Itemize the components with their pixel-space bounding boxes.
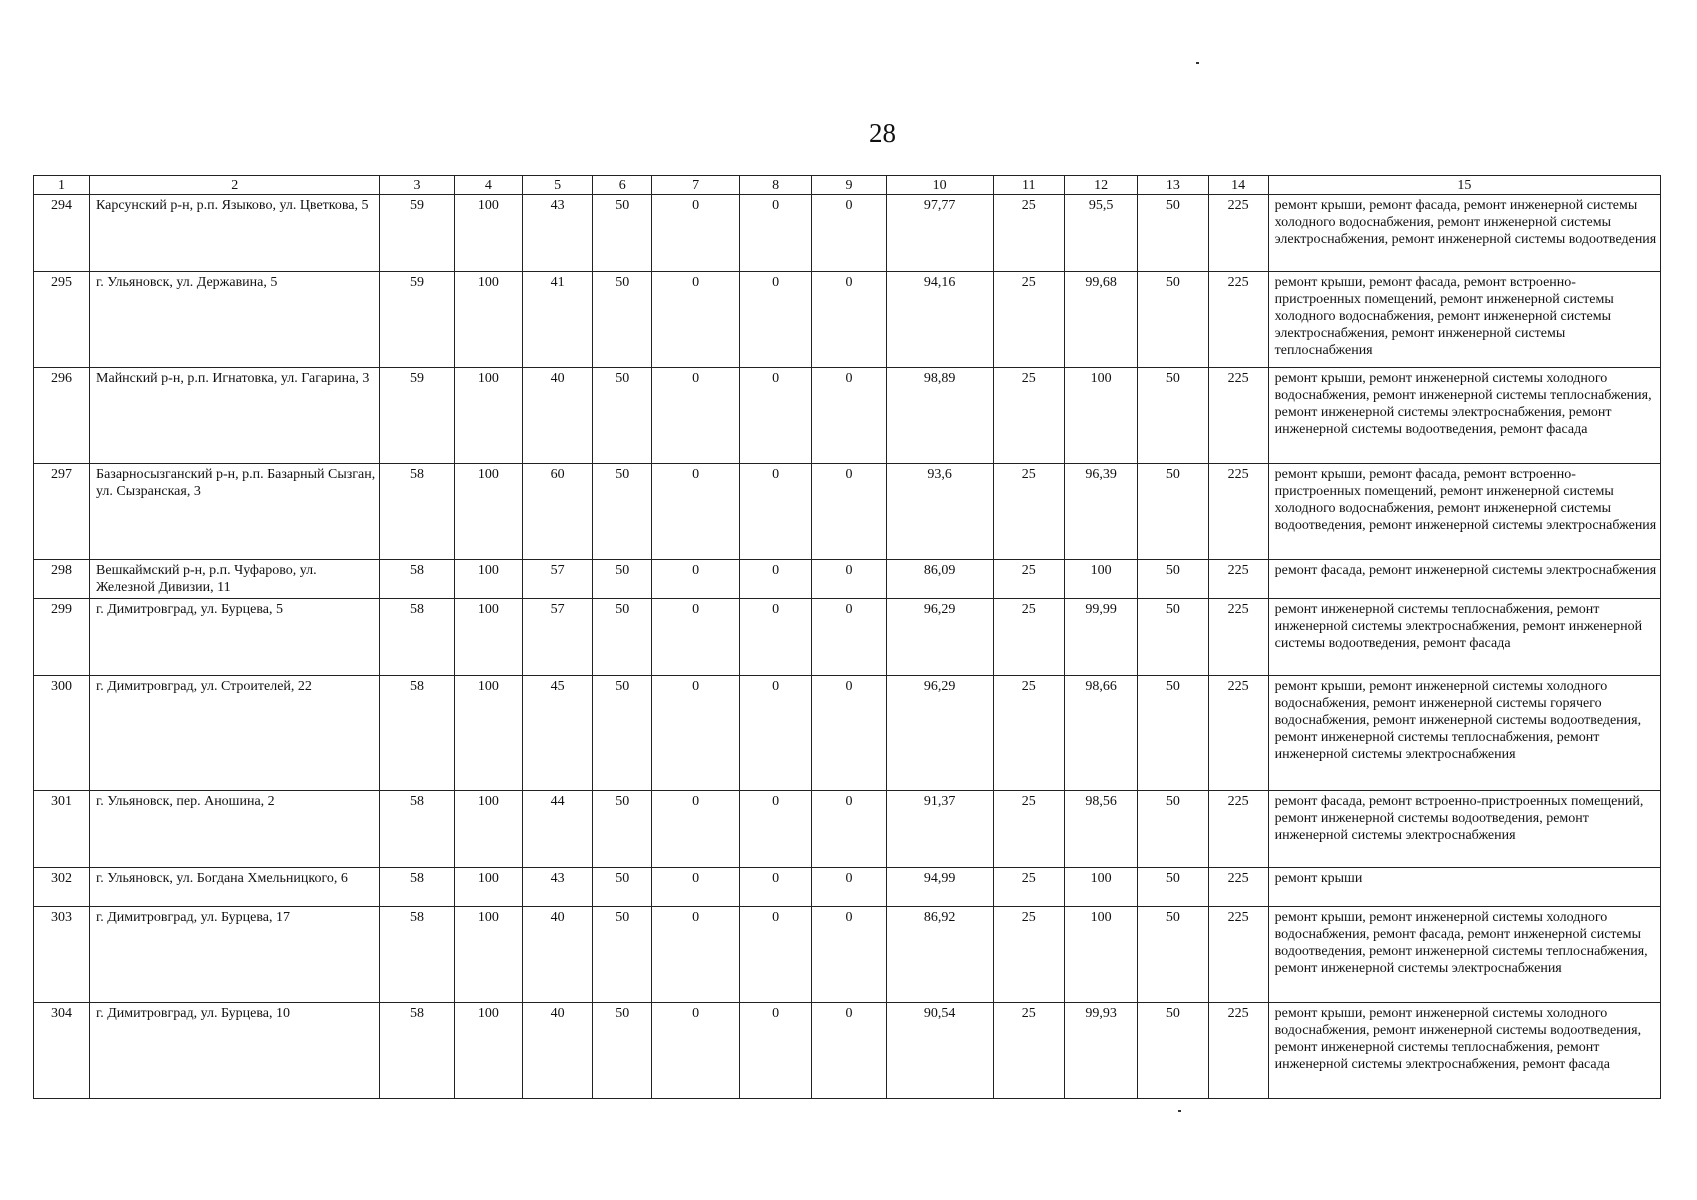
cell-col-11: 25 — [993, 272, 1064, 368]
cell-col-3: 58 — [380, 560, 454, 599]
cell-col-3: 58 — [380, 599, 454, 676]
cell-col-12: 100 — [1064, 868, 1137, 907]
cell-col-6: 50 — [593, 368, 652, 464]
page-number: 28 — [869, 118, 896, 148]
cell-col-4: 100 — [454, 907, 522, 1003]
table-row — [34, 272, 1661, 368]
cell-col-8: 0 — [739, 907, 811, 1003]
header-row — [34, 176, 1661, 195]
cell-col-11: 25 — [993, 868, 1064, 907]
cell-col-5: 43 — [522, 868, 592, 907]
cell-col-11: 25 — [993, 195, 1064, 272]
cell-col-9: 0 — [812, 195, 886, 272]
cell-col-4: 100 — [454, 195, 522, 272]
cell-col-6: 50 — [593, 791, 652, 868]
cell-col-10: 86,92 — [886, 907, 993, 1003]
cell-col-13: 50 — [1138, 791, 1208, 868]
cell-col-10: 96,29 — [886, 676, 993, 791]
cell-address: г. Димитровград, ул. Бурцева, 17 — [90, 907, 380, 1003]
cell-col-5: 57 — [522, 560, 592, 599]
cell-col-4: 100 — [454, 272, 522, 368]
table-row — [34, 868, 1661, 907]
header-cell: 3 — [380, 176, 454, 195]
cell-col-10: 91,37 — [886, 791, 993, 868]
cell-col-8: 0 — [739, 464, 811, 560]
cell-address: Базарносызганский р-н, р.п. Базарный Сызган, ул. Сызранская, 3 — [90, 464, 380, 560]
cell-col-14: 225 — [1208, 368, 1268, 464]
cell-row-number: 298 — [34, 560, 90, 599]
cell-col-5: 57 — [522, 599, 592, 676]
cell-col-11: 25 — [993, 560, 1064, 599]
cell-row-number: 294 — [34, 195, 90, 272]
cell-col-3: 58 — [380, 676, 454, 791]
cell-col-14: 225 — [1208, 464, 1268, 560]
cell-col-6: 50 — [593, 907, 652, 1003]
cell-col-9: 0 — [812, 676, 886, 791]
cell-col-9: 0 — [812, 599, 886, 676]
cell-col-10: 96,29 — [886, 599, 993, 676]
cell-col-10: 98,89 — [886, 368, 993, 464]
cell-col-14: 225 — [1208, 560, 1268, 599]
cell-col-12: 99,68 — [1064, 272, 1137, 368]
cell-col-4: 100 — [454, 560, 522, 599]
cell-works-list: ремонт крыши, ремонт фасада, ремонт встроенно-пристроенных помещений, ремонт инженерной системы холодного водоснабжения, ремонт инженерной системы водоотведения, ремонт инженерной системы электроснабжения — [1268, 464, 1660, 560]
cell-col-11: 25 — [993, 791, 1064, 868]
cell-col-6: 50 — [593, 599, 652, 676]
cell-col-8: 0 — [739, 676, 811, 791]
scan-speck — [1178, 1110, 1181, 1112]
cell-col-5: 40 — [522, 1003, 592, 1099]
cell-col-3: 58 — [380, 868, 454, 907]
header-cell: 5 — [522, 176, 592, 195]
cell-col-8: 0 — [739, 272, 811, 368]
cell-col-9: 0 — [812, 791, 886, 868]
cell-col-14: 225 — [1208, 272, 1268, 368]
cell-col-5: 40 — [522, 907, 592, 1003]
cell-col-8: 0 — [739, 368, 811, 464]
scan-speck — [1196, 62, 1199, 64]
cell-col-9: 0 — [812, 1003, 886, 1099]
header-cell: 14 — [1208, 176, 1268, 195]
header-cell: 9 — [812, 176, 886, 195]
cell-col-8: 0 — [739, 1003, 811, 1099]
cell-address: Карсунский р-н, р.п. Языково, ул. Цветкова, 5 — [90, 195, 380, 272]
cell-works-list: ремонт крыши, ремонт фасада, ремонт инженерной системы холодного водоснабжения, ремонт инженерной системы электроснабжения, ремонт инженерной системы водоотведения — [1268, 195, 1660, 272]
cell-col-7: 0 — [652, 676, 740, 791]
cell-col-14: 225 — [1208, 791, 1268, 868]
cell-col-13: 50 — [1138, 464, 1208, 560]
cell-col-6: 50 — [593, 560, 652, 599]
table-row — [34, 599, 1661, 676]
cell-col-14: 225 — [1208, 599, 1268, 676]
cell-col-4: 100 — [454, 464, 522, 560]
cell-col-7: 0 — [652, 791, 740, 868]
data-table — [33, 175, 1661, 1099]
cell-col-5: 60 — [522, 464, 592, 560]
cell-col-10: 94,16 — [886, 272, 993, 368]
header-cell: 13 — [1138, 176, 1208, 195]
cell-col-12: 98,56 — [1064, 791, 1137, 868]
cell-col-13: 50 — [1138, 907, 1208, 1003]
table-row — [34, 676, 1661, 791]
header-cell: 11 — [993, 176, 1064, 195]
cell-col-14: 225 — [1208, 1003, 1268, 1099]
cell-col-7: 0 — [652, 272, 740, 368]
cell-col-12: 98,66 — [1064, 676, 1137, 791]
cell-works-list: ремонт фасада, ремонт инженерной системы электроснабжения — [1268, 560, 1660, 599]
cell-address: г. Ульяновск, ул. Богдана Хмельницкого, 6 — [90, 868, 380, 907]
cell-col-8: 0 — [739, 868, 811, 907]
cell-col-10: 97,77 — [886, 195, 993, 272]
cell-works-list: ремонт крыши — [1268, 868, 1660, 907]
cell-row-number: 299 — [34, 599, 90, 676]
cell-col-4: 100 — [454, 1003, 522, 1099]
header-cell: 1 — [34, 176, 90, 195]
cell-col-11: 25 — [993, 1003, 1064, 1099]
cell-col-11: 25 — [993, 464, 1064, 560]
cell-col-5: 43 — [522, 195, 592, 272]
cell-col-3: 59 — [380, 272, 454, 368]
cell-col-8: 0 — [739, 599, 811, 676]
table-row — [34, 1003, 1661, 1099]
header-cell: 15 — [1268, 176, 1660, 195]
cell-col-5: 40 — [522, 368, 592, 464]
cell-address: г. Димитровград, ул. Строителей, 22 — [90, 676, 380, 791]
cell-col-13: 50 — [1138, 195, 1208, 272]
cell-col-3: 58 — [380, 464, 454, 560]
cell-works-list: ремонт крыши, ремонт инженерной системы холодного водоснабжения, ремонт фасада, ремонт инженерной системы водоотведения, ремонт инженерной системы теплоснабжения, ремонт инженерной системы электроснабжения — [1268, 907, 1660, 1003]
cell-col-7: 0 — [652, 464, 740, 560]
cell-col-11: 25 — [993, 676, 1064, 791]
cell-col-13: 50 — [1138, 868, 1208, 907]
cell-col-7: 0 — [652, 560, 740, 599]
cell-col-5: 44 — [522, 791, 592, 868]
cell-col-9: 0 — [812, 907, 886, 1003]
header-cell: 7 — [652, 176, 740, 195]
cell-col-6: 50 — [593, 1003, 652, 1099]
cell-col-7: 0 — [652, 907, 740, 1003]
cell-col-13: 50 — [1138, 599, 1208, 676]
cell-works-list: ремонт крыши, ремонт инженерной системы холодного водоснабжения, ремонт инженерной системы водоотведения, ремонт инженерной системы теплоснабжения, ремонт инженерной системы электроснабжения, ремонт фасада — [1268, 1003, 1660, 1099]
cell-col-3: 58 — [380, 1003, 454, 1099]
cell-col-9: 0 — [812, 368, 886, 464]
cell-col-10: 86,09 — [886, 560, 993, 599]
cell-col-13: 50 — [1138, 272, 1208, 368]
cell-col-7: 0 — [652, 368, 740, 464]
cell-col-7: 0 — [652, 195, 740, 272]
cell-works-list: ремонт инженерной системы теплоснабжения, ремонт инженерной системы электроснабжения, ремонт инженерной системы водоотведения, ремонт фасада — [1268, 599, 1660, 676]
table-body — [34, 195, 1661, 1099]
cell-col-4: 100 — [454, 368, 522, 464]
table-row — [34, 464, 1661, 560]
cell-col-14: 225 — [1208, 195, 1268, 272]
table-row — [34, 368, 1661, 464]
cell-row-number: 296 — [34, 368, 90, 464]
cell-col-6: 50 — [593, 868, 652, 907]
header-cell: 12 — [1064, 176, 1137, 195]
cell-col-12: 99,99 — [1064, 599, 1137, 676]
cell-col-10: 90,54 — [886, 1003, 993, 1099]
cell-col-11: 25 — [993, 907, 1064, 1003]
cell-works-list: ремонт фасада, ремонт встроенно-пристроенных помещений, ремонт инженерной системы водоотведения, ремонт инженерной системы электроснабжения — [1268, 791, 1660, 868]
cell-col-6: 50 — [593, 676, 652, 791]
cell-row-number: 295 — [34, 272, 90, 368]
cell-col-6: 50 — [593, 464, 652, 560]
cell-col-3: 59 — [380, 195, 454, 272]
cell-col-9: 0 — [812, 560, 886, 599]
cell-col-4: 100 — [454, 791, 522, 868]
cell-works-list: ремонт крыши, ремонт инженерной системы холодного водоснабжения, ремонт инженерной системы теплоснабжения, ремонт инженерной системы электроснабжения, ремонт инженерной системы водоотведения, ремонт фасада — [1268, 368, 1660, 464]
cell-col-11: 25 — [993, 599, 1064, 676]
cell-col-14: 225 — [1208, 907, 1268, 1003]
cell-col-7: 0 — [652, 868, 740, 907]
cell-col-12: 100 — [1064, 907, 1137, 1003]
cell-col-6: 50 — [593, 272, 652, 368]
cell-col-8: 0 — [739, 791, 811, 868]
cell-address: г. Димитровград, ул. Бурцева, 5 — [90, 599, 380, 676]
header-cell: 6 — [593, 176, 652, 195]
cell-col-8: 0 — [739, 560, 811, 599]
cell-col-3: 58 — [380, 907, 454, 1003]
cell-col-13: 50 — [1138, 1003, 1208, 1099]
cell-col-11: 25 — [993, 368, 1064, 464]
cell-col-9: 0 — [812, 464, 886, 560]
header-cell: 8 — [739, 176, 811, 195]
cell-col-12: 95,5 — [1064, 195, 1137, 272]
cell-address: г. Димитровград, ул. Бурцева, 10 — [90, 1003, 380, 1099]
cell-col-9: 0 — [812, 272, 886, 368]
table-row — [34, 791, 1661, 868]
cell-address: г. Ульяновск, пер. Аношина, 2 — [90, 791, 380, 868]
cell-col-3: 59 — [380, 368, 454, 464]
cell-col-12: 100 — [1064, 368, 1137, 464]
cell-col-10: 94,99 — [886, 868, 993, 907]
cell-col-14: 225 — [1208, 868, 1268, 907]
cell-col-4: 100 — [454, 599, 522, 676]
cell-col-3: 58 — [380, 791, 454, 868]
cell-row-number: 300 — [34, 676, 90, 791]
cell-address: Вешкаймский р-н, р.п. Чуфарово, ул. Железной Дивизии, 11 — [90, 560, 380, 599]
cell-col-8: 0 — [739, 195, 811, 272]
cell-works-list: ремонт крыши, ремонт инженерной системы холодного водоснабжения, ремонт инженерной системы горячего водоснабжения, ремонт инженерной системы водоотведения, ремонт инженерной системы теплоснабжения, ремонт инженерной системы электроснабжения — [1268, 676, 1660, 791]
cell-row-number: 304 — [34, 1003, 90, 1099]
cell-col-5: 41 — [522, 272, 592, 368]
cell-col-14: 225 — [1208, 676, 1268, 791]
table-row — [34, 907, 1661, 1003]
cell-col-13: 50 — [1138, 676, 1208, 791]
cell-col-6: 50 — [593, 195, 652, 272]
cell-col-13: 50 — [1138, 560, 1208, 599]
header-cell: 4 — [454, 176, 522, 195]
cell-address: г. Ульяновск, ул. Державина, 5 — [90, 272, 380, 368]
cell-row-number: 303 — [34, 907, 90, 1003]
cell-col-7: 0 — [652, 1003, 740, 1099]
header-cell: 10 — [886, 176, 993, 195]
cell-col-12: 96,39 — [1064, 464, 1137, 560]
cell-col-7: 0 — [652, 599, 740, 676]
header-cell: 2 — [90, 176, 380, 195]
table-row — [34, 560, 1661, 599]
cell-col-12: 100 — [1064, 560, 1137, 599]
cell-row-number: 297 — [34, 464, 90, 560]
table-row — [34, 195, 1661, 272]
cell-address: Майнский р-н, р.п. Игнатовка, ул. Гагарина, 3 — [90, 368, 380, 464]
cell-col-9: 0 — [812, 868, 886, 907]
cell-col-12: 99,93 — [1064, 1003, 1137, 1099]
cell-row-number: 301 — [34, 791, 90, 868]
cell-col-5: 45 — [522, 676, 592, 791]
cell-col-4: 100 — [454, 868, 522, 907]
cell-row-number: 302 — [34, 868, 90, 907]
cell-col-13: 50 — [1138, 368, 1208, 464]
cell-works-list: ремонт крыши, ремонт фасада, ремонт встроенно-пристроенных помещений, ремонт инженерной системы холодного водоснабжения, ремонт инженерной системы электроснабжения, ремонт инженерной системы теплоснабжения — [1268, 272, 1660, 368]
cell-col-4: 100 — [454, 676, 522, 791]
cell-col-10: 93,6 — [886, 464, 993, 560]
